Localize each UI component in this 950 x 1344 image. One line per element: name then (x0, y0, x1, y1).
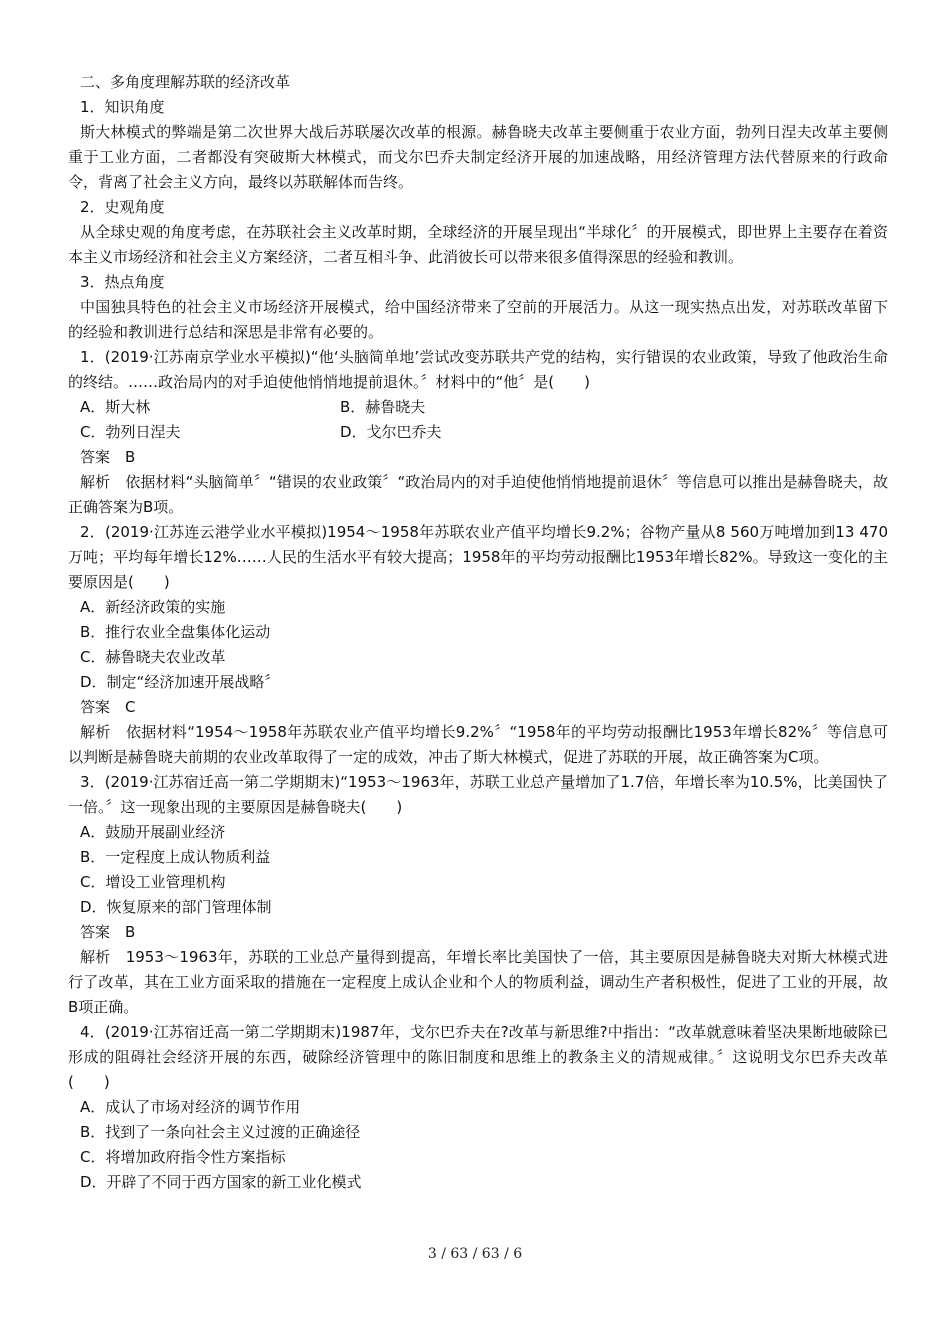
option: C．赫鲁晓夫农业改革 (80, 648, 226, 666)
question-stem: 4．(2019·江苏宿迁高一第二学期期末)1987年，戈尔巴乔夫在?改革与新思维?中指出：“改革就意味着坚决果断地破除已形成的阻碍社会经济开展的东西，破除经济管理中的陈旧制度和思维上的教条主义的清规戒律。〞这说明戈尔巴乔夫改革( ) (68, 1023, 888, 1091)
angle-title: 2．史观角度 (80, 198, 165, 216)
option: A．新经济政策的实施 (80, 598, 226, 616)
option: B．推行农业全盘集体化运动 (80, 623, 271, 641)
option: B．赫鲁晓夫 (340, 398, 426, 416)
angle-title: 1．知识角度 (80, 98, 165, 116)
analysis: 解析 依据材料“头脑简单〞“错误的农业政策〞“政治局内的对手迫使他悄悄地提前退休〞等信息可以推出是赫鲁晓夫，故正确答案为B项。 (68, 473, 888, 516)
page-number: 3 / 63 / 63 / 6 (427, 1246, 523, 1262)
option: B．一定程度上成认物质利益 (80, 848, 271, 866)
option: D．开辟了不同于西方国家的新工业化模式 (80, 1173, 362, 1191)
option: D．戈尔巴乔夫 (340, 423, 442, 441)
answer: 答案 C (80, 698, 136, 716)
angle-title: 3．热点角度 (80, 273, 165, 291)
option: A．斯大林 (80, 398, 151, 416)
document-body (68, 70, 888, 1195)
question-stem: 1．(2019·江苏南京学业水平模拟)“他‘头脑简单地’尝试改变苏联共产党的结构，实行错误的农业政策，导致了他政治生命的终结。……政治局内的对手迫使他悄悄地提前退休。〞材料中的“他〞是( ) (68, 348, 888, 391)
question-stem: 2．(2019·江苏连云港学业水平模拟)1954～1958年苏联农业产值平均增长9.2%；谷物产量从8 560万吨增加到13 470万吨；平均每年增长12%……人民的生活水平有较大提高；1958年的平均劳动报酬比1953年增长82%。导致这一变化的主要原因是( ) (68, 523, 888, 591)
analysis: 解析 依据材料“1954～1958年苏联农业产值平均增长9.2%〞“1958年的平均劳动报酬比1953年增长82%〞等信息可以判断是赫鲁晓夫前期的农业改革取得了一定的成效，冲击了斯大林模式，促进了苏联的开展，故正确答案为C项。 (68, 723, 888, 766)
angle-body: 中国独具特色的社会主义市场经济开展模式，给中国经济带来了空前的开展活力。从这一现实热点出发，对苏联改革留下的经验和教训进行总结和深思是非常有必要的。 (68, 298, 888, 341)
option: C．增设工业管理机构 (80, 873, 226, 891)
answer: 答案 B (80, 448, 136, 466)
option: A．鼓励开展副业经济 (80, 823, 226, 841)
answer: 答案 B (80, 923, 136, 941)
section-title: 二、多角度理解苏联的经济改革 (80, 73, 291, 91)
angle-body: 斯大林模式的弊端是第二次世界大战后苏联屡次改革的根源。赫鲁晓夫改革主要侧重于农业方面，勃列日涅夫改革主要侧重于工业方面，二者都没有突破斯大林模式，而戈尔巴乔夫制定经济开展的加速战略，用经济管理方法代替原来的行政命令，背离了社会主义方向，最终以苏联解体而告终。 (68, 123, 888, 191)
option: C．勃列日涅夫 (80, 423, 181, 441)
option-row (68, 395, 888, 420)
question-stem: 3．(2019·江苏宿迁高一第二学期期末)“1953～1963年，苏联工业总产量增加了1.7倍，年增长率为10.5%，比美国快了一倍。〞这一现象出现的主要原因是赫鲁晓夫( ) (68, 773, 888, 816)
option: D．制定“经济加速开展战略〞 (80, 673, 280, 691)
option: C．将增加政府指令性方案指标 (80, 1148, 286, 1166)
option: A．成认了市场对经济的调节作用 (80, 1098, 301, 1116)
option: B．找到了一条向社会主义过渡的正确途径 (80, 1123, 361, 1141)
analysis: 解析 1953～1963年，苏联的工业总产量得到提高，年增长率比美国快了一倍，其主要原因是赫鲁晓夫对斯大林模式进行了改革，其在工业方面采取的措施在一定程度上成认企业和个人的物质利益，调动生产者积极性，促进了工业的开展，故B项正确。 (68, 948, 888, 1016)
option: D．恢复原来的部门管理体制 (80, 898, 272, 916)
angle-body: 从全球史观的角度考虑，在苏联社会主义改革时期，全球经济的开展呈现出“半球化〞的开展模式，即世界上主要存在着资本主义市场经济和社会主义方案经济，二者互相斗争、此消彼长可以带来很多值得深思的经验和教训。 (68, 223, 888, 266)
option-row (68, 420, 888, 445)
